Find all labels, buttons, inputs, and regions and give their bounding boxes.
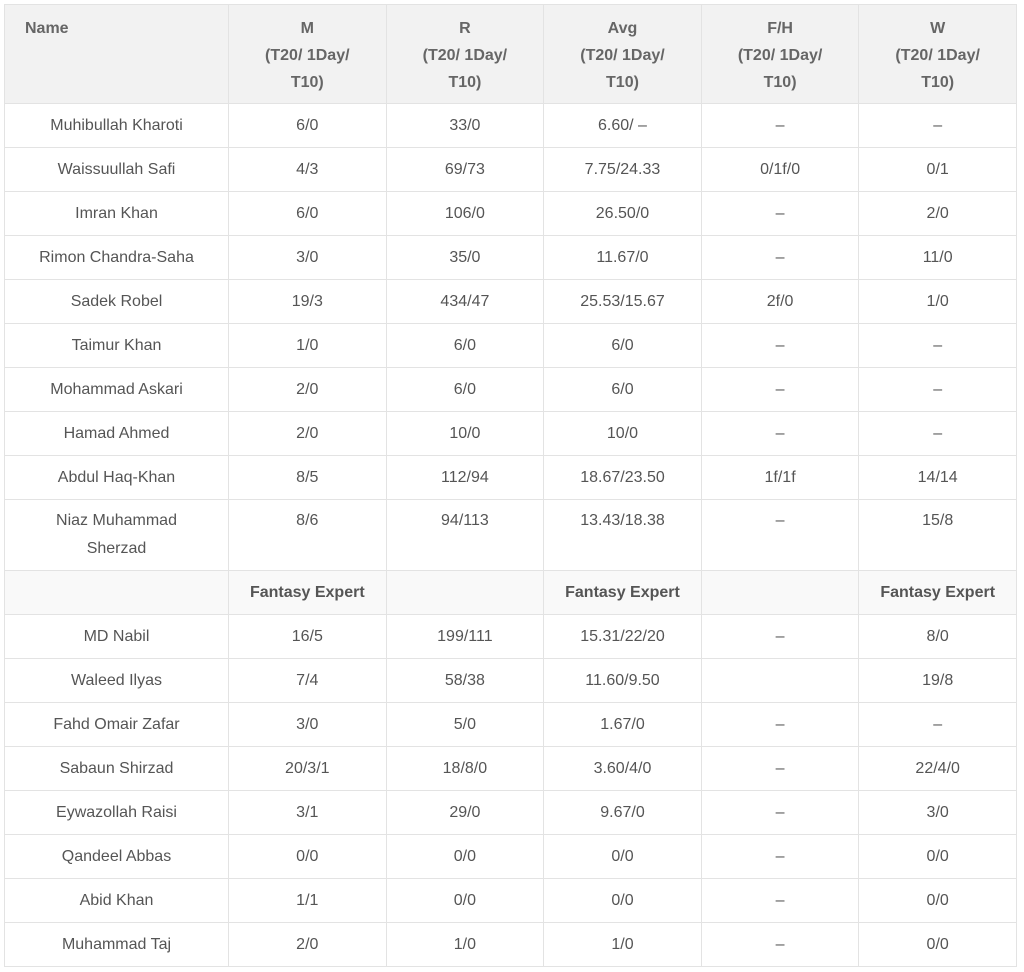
cell-average: 11.67/0 xyxy=(544,236,702,280)
table-row xyxy=(5,148,1017,192)
header-name: Name xyxy=(5,5,229,104)
cell-matches: 3/0 xyxy=(229,703,387,747)
cell-fifties-hundreds: – xyxy=(701,104,859,148)
cell-fifties-hundreds: – xyxy=(701,236,859,280)
cell-matches: 1/0 xyxy=(229,324,387,368)
cell-matches: 2/0 xyxy=(229,923,387,967)
table-row xyxy=(5,456,1017,500)
cell-wickets: 22/4/0 xyxy=(859,747,1017,791)
cell-wickets: – xyxy=(859,703,1017,747)
player-name: Muhibullah Kharoti xyxy=(5,104,229,148)
cell-runs: 10/0 xyxy=(386,412,544,456)
cell-runs: 112/94 xyxy=(386,456,544,500)
cell-matches: 3/0 xyxy=(229,236,387,280)
cell-wickets: 19/8 xyxy=(859,659,1017,703)
cell-fifties-hundreds: – xyxy=(701,412,859,456)
table-row xyxy=(5,615,1017,659)
cell-average: 6.60/ – xyxy=(544,104,702,148)
expert-empty-cell xyxy=(701,571,859,615)
fantasy-expert-label: Fantasy Expert xyxy=(544,571,702,615)
table-row xyxy=(5,412,1017,456)
table-row xyxy=(5,923,1017,967)
cell-matches: 6/0 xyxy=(229,192,387,236)
cell-runs: 6/0 xyxy=(386,368,544,412)
header-runs: R (T20/ 1Day/ T10) xyxy=(386,5,544,104)
cell-runs: 0/0 xyxy=(386,835,544,879)
cell-wickets: 0/0 xyxy=(859,923,1017,967)
cell-runs: 199/111 xyxy=(386,615,544,659)
fantasy-expert-label: Fantasy Expert xyxy=(229,571,387,615)
cell-fifties-hundreds xyxy=(701,659,859,703)
cell-matches: 4/3 xyxy=(229,148,387,192)
table-row xyxy=(5,659,1017,703)
cell-runs: 35/0 xyxy=(386,236,544,280)
cell-fifties-hundreds: – xyxy=(701,615,859,659)
cell-average: 9.67/0 xyxy=(544,791,702,835)
player-name: Abdul Haq-Khan xyxy=(5,456,229,500)
cell-average: 10/0 xyxy=(544,412,702,456)
cell-runs: 33/0 xyxy=(386,104,544,148)
table-row xyxy=(5,368,1017,412)
cell-runs: 58/38 xyxy=(386,659,544,703)
cell-fifties-hundreds: 0/1f/0 xyxy=(701,148,859,192)
table-row xyxy=(5,879,1017,923)
fantasy-expert-row xyxy=(5,571,1017,615)
cell-fifties-hundreds: – xyxy=(701,368,859,412)
player-name: Fahd Omair Zafar xyxy=(5,703,229,747)
cell-matches: 6/0 xyxy=(229,104,387,148)
header-fifties-hundreds: F/H (T20/ 1Day/ T10) xyxy=(701,5,859,104)
fantasy-expert-label: Fantasy Expert xyxy=(859,571,1017,615)
table-row xyxy=(5,500,1017,571)
header-wickets: W (T20/ 1Day/ T10) xyxy=(859,5,1017,104)
cell-fifties-hundreds: – xyxy=(701,192,859,236)
expert-empty-cell xyxy=(5,571,229,615)
table-row xyxy=(5,747,1017,791)
cell-fifties-hundreds: – xyxy=(701,324,859,368)
player-stats-table xyxy=(4,4,1017,967)
cell-average: 0/0 xyxy=(544,879,702,923)
cell-average: 1.67/0 xyxy=(544,703,702,747)
player-name: MD Nabil xyxy=(5,615,229,659)
cell-wickets: 0/0 xyxy=(859,835,1017,879)
cell-wickets: – xyxy=(859,104,1017,148)
table-row xyxy=(5,791,1017,835)
header-average: Avg (T20/ 1Day/ T10) xyxy=(544,5,702,104)
cell-average: 15.31/22/20 xyxy=(544,615,702,659)
player-name: Muhammad Taj xyxy=(5,923,229,967)
cell-average: 25.53/15.67 xyxy=(544,280,702,324)
cell-matches: 20/3/1 xyxy=(229,747,387,791)
cell-runs: 69/73 xyxy=(386,148,544,192)
cell-runs: 434/47 xyxy=(386,280,544,324)
cell-fifties-hundreds: – xyxy=(701,879,859,923)
table-row xyxy=(5,324,1017,368)
player-name: Imran Khan xyxy=(5,192,229,236)
player-name: Abid Khan xyxy=(5,879,229,923)
player-name: Rimon Chandra-Saha xyxy=(5,236,229,280)
cell-fifties-hundreds: – xyxy=(701,923,859,967)
table-row xyxy=(5,192,1017,236)
cell-matches: 19/3 xyxy=(229,280,387,324)
player-name: Qandeel Abbas xyxy=(5,835,229,879)
cell-runs: 0/0 xyxy=(386,879,544,923)
cell-average: 26.50/0 xyxy=(544,192,702,236)
cell-runs: 18/8/0 xyxy=(386,747,544,791)
table-row xyxy=(5,104,1017,148)
player-name: Niaz Muhammad Sherzad xyxy=(5,500,229,571)
expert-empty-cell xyxy=(386,571,544,615)
cell-average: 18.67/23.50 xyxy=(544,456,702,500)
cell-wickets: 1/0 xyxy=(859,280,1017,324)
cell-average: 11.60/9.50 xyxy=(544,659,702,703)
cell-wickets: – xyxy=(859,412,1017,456)
cell-fifties-hundreds: – xyxy=(701,835,859,879)
cell-matches: 16/5 xyxy=(229,615,387,659)
player-name: Waissuullah Safi xyxy=(5,148,229,192)
header-matches: M (T20/ 1Day/ T10) xyxy=(229,5,387,104)
cell-average: 3.60/4/0 xyxy=(544,747,702,791)
cell-wickets: 0/0 xyxy=(859,879,1017,923)
cell-matches: 8/6 xyxy=(229,500,387,571)
player-name: Waleed Ilyas xyxy=(5,659,229,703)
cell-matches: 8/5 xyxy=(229,456,387,500)
cell-wickets: – xyxy=(859,324,1017,368)
cell-wickets: 0/1 xyxy=(859,148,1017,192)
cell-average: 6/0 xyxy=(544,368,702,412)
table-row xyxy=(5,280,1017,324)
cell-average: 13.43/18.38 xyxy=(544,500,702,571)
cell-wickets: 14/14 xyxy=(859,456,1017,500)
table-row xyxy=(5,236,1017,280)
stats-table-container xyxy=(4,4,1017,967)
cell-wickets: 8/0 xyxy=(859,615,1017,659)
cell-runs: 5/0 xyxy=(386,703,544,747)
cell-runs: 106/0 xyxy=(386,192,544,236)
cell-average: 6/0 xyxy=(544,324,702,368)
cell-runs: 1/0 xyxy=(386,923,544,967)
cell-average: 0/0 xyxy=(544,835,702,879)
cell-matches: 1/1 xyxy=(229,879,387,923)
cell-wickets: 3/0 xyxy=(859,791,1017,835)
cell-matches: 7/4 xyxy=(229,659,387,703)
cell-matches: 0/0 xyxy=(229,835,387,879)
player-name: Sabaun Shirzad xyxy=(5,747,229,791)
cell-fifties-hundreds: – xyxy=(701,747,859,791)
header-row xyxy=(5,5,1017,104)
cell-fifties-hundreds: – xyxy=(701,703,859,747)
cell-wickets: 15/8 xyxy=(859,500,1017,571)
player-name: Eywazollah Raisi xyxy=(5,791,229,835)
cell-matches: 2/0 xyxy=(229,368,387,412)
cell-fifties-hundreds: – xyxy=(701,500,859,571)
cell-fifties-hundreds: – xyxy=(701,791,859,835)
player-name: Hamad Ahmed xyxy=(5,412,229,456)
cell-matches: 3/1 xyxy=(229,791,387,835)
cell-fifties-hundreds: 2f/0 xyxy=(701,280,859,324)
cell-matches: 2/0 xyxy=(229,412,387,456)
cell-average: 1/0 xyxy=(544,923,702,967)
cell-wickets: – xyxy=(859,368,1017,412)
cell-runs: 6/0 xyxy=(386,324,544,368)
table-row xyxy=(5,835,1017,879)
player-name: Taimur Khan xyxy=(5,324,229,368)
player-name: Mohammad Askari xyxy=(5,368,229,412)
cell-average: 7.75/24.33 xyxy=(544,148,702,192)
cell-fifties-hundreds: 1f/1f xyxy=(701,456,859,500)
player-name: Sadek Robel xyxy=(5,280,229,324)
cell-runs: 94/113 xyxy=(386,500,544,571)
cell-wickets: 11/0 xyxy=(859,236,1017,280)
cell-runs: 29/0 xyxy=(386,791,544,835)
cell-wickets: 2/0 xyxy=(859,192,1017,236)
table-row xyxy=(5,703,1017,747)
